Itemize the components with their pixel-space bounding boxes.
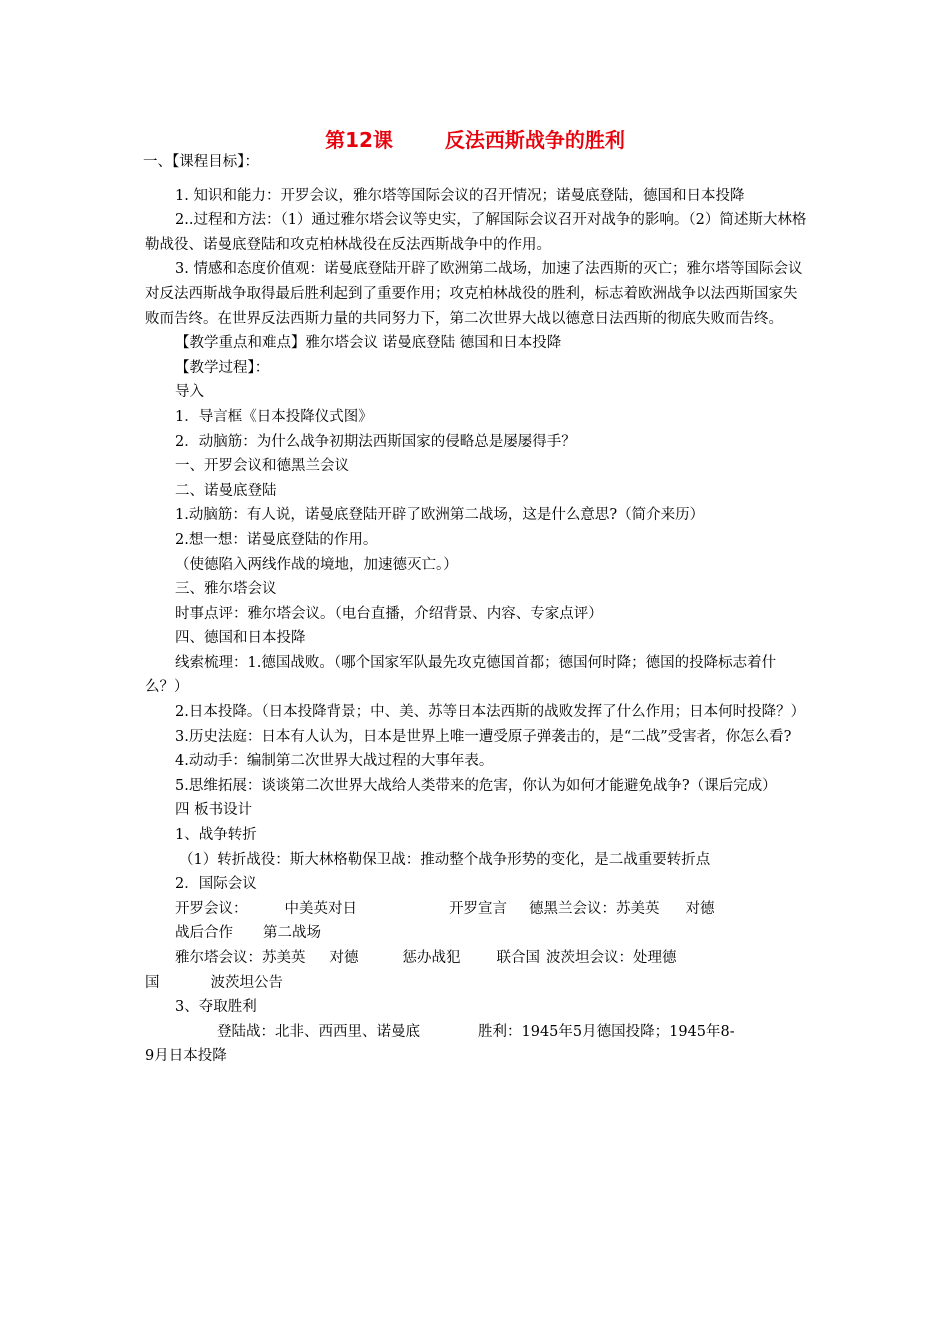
intro-heading: 导入 [175, 384, 204, 401]
potsdam-label: 波茨坦会议：处理德 [546, 950, 677, 966]
potsdam-wrap: 国 [145, 974, 160, 991]
section-item: 2.想一想：诺曼底登陆的作用。 [175, 531, 378, 548]
cairo-row [145, 897, 810, 922]
section-heading: 二、诺曼底登陆 [175, 482, 277, 499]
section-item: 5.思维拓展：谈谈第二次世界大战给人类带来的危害，你认为如何才能避免战争?（课后完成） [175, 777, 777, 794]
intro-item: 2．动脑筋：为什么战争初期法西斯国家的侵略总是屡屡得手？ [175, 433, 576, 450]
yalta-row [145, 946, 810, 971]
section-heading: 三、雅尔塔会议 [175, 581, 277, 598]
yalta-punish: 惩办战犯 [402, 950, 461, 966]
section-item: 1.动脑筋：有人说，诺曼底登陆开辟了欧洲第二战场，这是什么意思?（简介来历） [175, 507, 705, 524]
tehran-target: 对德 [685, 900, 715, 917]
board-item: （1）转折战役：斯大林格勒保卫战：推动整个战争形势的变化，是二战重要转折点 [179, 851, 711, 868]
section-item: 线索梳理：1.德国战败。（哪个国家军队最先攻克德国首都；德国何时降；德国的投降标志着什么？） [145, 654, 777, 696]
intro-item: 1．导言框《日本投降仪式图》 [175, 408, 373, 425]
board-heading: 3、夺取胜利 [175, 999, 257, 1016]
section-item: 2.日本投降。（日本投降背景；中、美、苏等日本法西斯的战败发挥了什么作用；日本何时投降？） [175, 704, 806, 721]
cairo-label: 开罗会议： [175, 900, 248, 917]
board-heading: 1、战争转折 [175, 827, 257, 844]
lesson-number: 第12课 [325, 128, 393, 152]
board-heading: 2．国际会议 [175, 876, 257, 893]
victory-landings: 登陆战：北非、西西里、诺曼底 [217, 1023, 420, 1040]
second-front: 第二战场 [263, 925, 321, 942]
tehran-result: 战后合作 [175, 925, 233, 942]
objective-1: 1. 知识和能力：开罗会议，雅尔塔等国际会议的召开情况；诺曼底登陆，德国和日本投降 [175, 187, 745, 204]
yalta-target: 对德 [329, 950, 359, 966]
objective-2: 2..过程和方法：（1）通过雅尔塔会议等史实，了解国际会议召开对战争的影响。（2）简述斯大林格勒战役、诺曼底登陆和攻克柏林战役在反法西斯战争中的作用。 [145, 212, 807, 253]
tehran-row [145, 921, 810, 946]
section-item: 3.历史法庭：日本有人认为，日本是世界上唯一遭受原子弹袭击的，是“二战”受害者，你怎么看? [175, 728, 792, 745]
page-title [0, 124, 950, 153]
key-points: 【教学重点和难点】雅尔塔会议 诺曼底登陆 德国和日本投降 [175, 335, 562, 352]
document-body [145, 150, 810, 1069]
section-heading: 四、德国和日本投降 [175, 630, 306, 647]
section-item: 4.动动手：编制第二次世界大战过程的大事年表。 [175, 753, 494, 770]
victory-row [145, 1020, 810, 1045]
section-item: 时事点评：雅尔塔会议。（电台直播，介绍背景、内容、专家点评） [175, 605, 603, 622]
board-header: 四 板书设计 [175, 802, 253, 819]
cairo-parties: 中美英对日 [284, 900, 357, 917]
objectives-header: 一、【课程目标】： [143, 154, 259, 170]
victory-wrap: 9月日本投降 [145, 1048, 227, 1065]
tehran-label: 德黑兰会议：苏美英 [529, 900, 660, 917]
objective-3: 3. 情感和态度价值观：诺曼底登陆开辟了欧洲第二战场，加速了法西斯的灭亡；雅尔塔等国际会议对反法西斯战争取得最后胜利起到了重要作用；攻克柏林战役的胜利，标志着欧洲战争以法西斯国家失败而告终。在世界反法西斯力量的共同努力下，第二次世界大战以德意日法西斯的彻底失败而告终。 [145, 261, 803, 327]
potsdam-row [145, 971, 810, 996]
victory-win: 胜利：1945年5月德国投降；1945年8- [478, 1023, 735, 1040]
lesson-name: 反法西斯战争的胜利 [444, 128, 625, 152]
cairo-result: 开罗宣言 [449, 900, 507, 917]
yalta-label: 雅尔塔会议：苏美英 [175, 950, 306, 966]
section-item: （使德陷入两线作战的境地，加速德灭亡。） [175, 556, 458, 573]
yalta-un: 联合国 [496, 950, 540, 966]
potsdam-announce: 波茨坦公告 [210, 974, 283, 991]
process-header: 【教学过程】： [175, 359, 270, 376]
section-heading: 一、开罗会议和德黑兰会议 [175, 458, 349, 475]
